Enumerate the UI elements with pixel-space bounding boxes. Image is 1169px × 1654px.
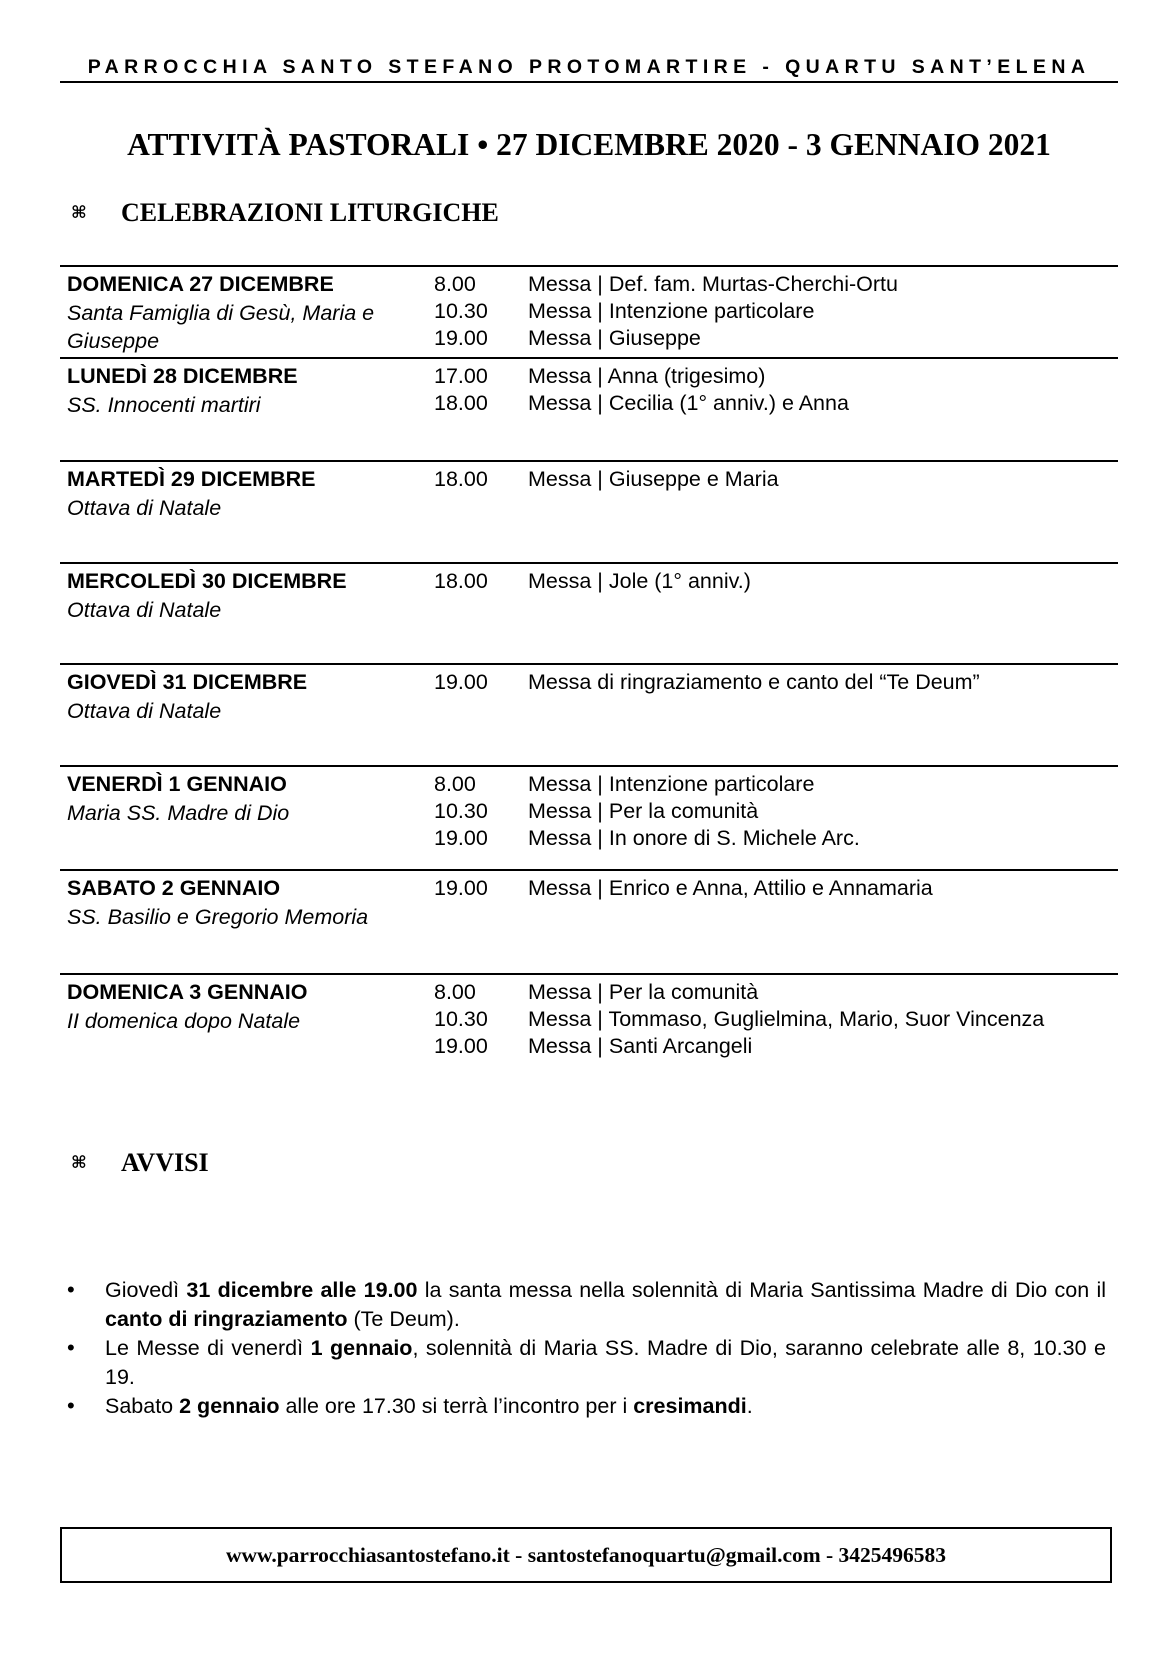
section-mark-icon: ⌘ bbox=[71, 1153, 87, 1172]
notice-emphasis: canto di ringraziamento bbox=[105, 1306, 348, 1331]
day-info bbox=[67, 668, 422, 725]
day-info bbox=[67, 770, 422, 827]
day-note: Ottava di Natale bbox=[67, 597, 222, 622]
schedule-day bbox=[60, 357, 1118, 462]
notice-text: (Te Deum). bbox=[347, 1306, 460, 1331]
day-note: Santa Famiglia di Gesù, Maria e Giuseppe bbox=[67, 300, 375, 353]
notice-text: Giovedì bbox=[105, 1278, 187, 1302]
notice-text: . bbox=[746, 1394, 753, 1418]
mass-time: 19.00 bbox=[434, 876, 488, 900]
mass-time: 19.00 bbox=[434, 1034, 488, 1058]
day-name: MERCOLEDÌ 30 DICEMBRE bbox=[67, 569, 347, 593]
day-info bbox=[67, 567, 422, 624]
section-mark-icon: ⌘ bbox=[71, 203, 87, 222]
mass-time: 10.30 bbox=[434, 1007, 488, 1031]
day-info bbox=[67, 465, 422, 522]
mass-description: Messa | Intenzione particolare bbox=[528, 772, 815, 796]
notices-list bbox=[62, 1276, 1106, 1422]
mass-time: 8.00 bbox=[434, 272, 476, 296]
page-title: ATTIVITÀ PASTORALI • 27 DICEMBRE 2020 - 3 GENNAIO 2021 bbox=[127, 127, 1051, 162]
mass-description: Messa | Anna (trigesimo) bbox=[528, 364, 766, 388]
schedule-day bbox=[60, 265, 1118, 359]
day-name: GIOVEDÌ 31 DICEMBRE bbox=[67, 670, 308, 694]
notice-emphasis: cresimandi bbox=[633, 1394, 747, 1418]
schedule-day bbox=[60, 973, 1118, 1075]
notice-text: Le Messe di venerdì bbox=[105, 1336, 311, 1360]
notice-text: , solennità di Maria SS. Madre di Dio, saranno celebrate alle 8, 10.30 e 19. bbox=[105, 1336, 1106, 1389]
schedule-day bbox=[60, 663, 1118, 767]
mass-time: 19.00 bbox=[434, 670, 488, 694]
day-name: MARTEDÌ 29 DICEMBRE bbox=[67, 467, 316, 491]
parish-name: PARROCCHIA SANTO STEFANO PROTOMARTIRE - QUARTU SANT’ELENA bbox=[87, 56, 1091, 78]
mass-time: 17.00 bbox=[434, 364, 488, 388]
celebrations-heading bbox=[71, 198, 499, 228]
notice-text: Sabato bbox=[105, 1394, 180, 1418]
mass-description: Messa | Jole (1° anniv.) bbox=[528, 569, 751, 593]
mass-time: 18.00 bbox=[434, 391, 488, 415]
day-note: Maria SS. Madre di Dio bbox=[67, 800, 290, 825]
notice-item bbox=[62, 1276, 1106, 1333]
schedule-day bbox=[60, 460, 1118, 564]
mass-description: Messa | Tommaso, Guglielmina, Mario, Suor Vincenza bbox=[528, 1007, 1045, 1031]
day-info bbox=[67, 874, 422, 931]
mass-time: 19.00 bbox=[434, 826, 488, 850]
mass-time: 18.00 bbox=[434, 467, 488, 491]
day-name: LUNEDÌ 28 DICEMBRE bbox=[67, 364, 298, 388]
mass-description: Messa | Intenzione particolare bbox=[528, 299, 815, 323]
schedule-day bbox=[60, 765, 1118, 871]
mass-description: Messa | In onore di S. Michele Arc. bbox=[528, 826, 860, 850]
mass-description: Messa di ringraziamento e canto del “Te Deum” bbox=[528, 670, 980, 694]
mass-time: 10.30 bbox=[434, 299, 488, 323]
schedule-day bbox=[60, 562, 1118, 665]
day-info bbox=[67, 978, 422, 1035]
mass-time: 10.30 bbox=[434, 799, 488, 823]
mass-description: Messa | Cecilia (1° anniv.) e Anna bbox=[528, 391, 849, 415]
notice-emphasis: 1 gennaio bbox=[310, 1336, 413, 1360]
notices-heading bbox=[71, 1148, 209, 1178]
footer-contacts: www.parrocchiasantostefano.it - santostefanoquartu@gmail.com - 3425496583 bbox=[60, 1527, 1112, 1583]
day-info bbox=[67, 270, 422, 356]
mass-time: 8.00 bbox=[434, 980, 476, 1004]
notice-item bbox=[62, 1392, 1106, 1421]
day-note: II domenica dopo Natale bbox=[67, 1008, 301, 1033]
day-note: SS. Basilio e Gregorio Memoria bbox=[67, 904, 369, 929]
day-name: DOMENICA 27 DICEMBRE bbox=[67, 272, 334, 296]
day-name: DOMENICA 3 GENNAIO bbox=[67, 980, 308, 1004]
notice-emphasis: 2 gennaio bbox=[179, 1394, 280, 1418]
notice-item bbox=[62, 1334, 1106, 1391]
mass-time: 19.00 bbox=[434, 326, 488, 350]
day-name: SABATO 2 GENNAIO bbox=[67, 876, 281, 900]
mass-description: Messa | Giuseppe e Maria bbox=[528, 467, 779, 491]
mass-time: 8.00 bbox=[434, 772, 476, 796]
day-info bbox=[67, 362, 422, 419]
mass-description: Messa | Enrico e Anna, Attilio e Annamaria bbox=[528, 876, 933, 900]
schedule-day bbox=[60, 869, 1118, 975]
day-note: SS. Innocenti martiri bbox=[67, 392, 261, 417]
mass-description: Messa | Giuseppe bbox=[528, 326, 701, 350]
notice-emphasis: 31 dicembre alle 19.00 bbox=[186, 1278, 418, 1302]
mass-description: Messa | Per la comunità bbox=[528, 980, 759, 1004]
mass-description: Messa | Per la comunità bbox=[528, 799, 759, 823]
mass-description: Messa | Santi Arcangeli bbox=[528, 1034, 753, 1058]
header-rule bbox=[60, 81, 1118, 83]
celebrations-heading-label: CELEBRAZIONI LITURGICHE bbox=[121, 198, 499, 227]
notice-text: la santa messa nella solennità di Maria Santissima Madre di Dio con il bbox=[417, 1278, 1107, 1302]
day-name: VENERDÌ 1 GENNAIO bbox=[67, 772, 287, 796]
day-note: Ottava di Natale bbox=[67, 495, 222, 520]
notice-text: alle ore 17.30 si terrà l’incontro per i bbox=[279, 1394, 634, 1418]
day-note: Ottava di Natale bbox=[67, 698, 222, 723]
notices-heading-label: AVVISI bbox=[121, 1148, 209, 1177]
mass-time: 18.00 bbox=[434, 569, 488, 593]
mass-description: Messa | Def. fam. Murtas-Cherchi-Ortu bbox=[528, 272, 898, 296]
